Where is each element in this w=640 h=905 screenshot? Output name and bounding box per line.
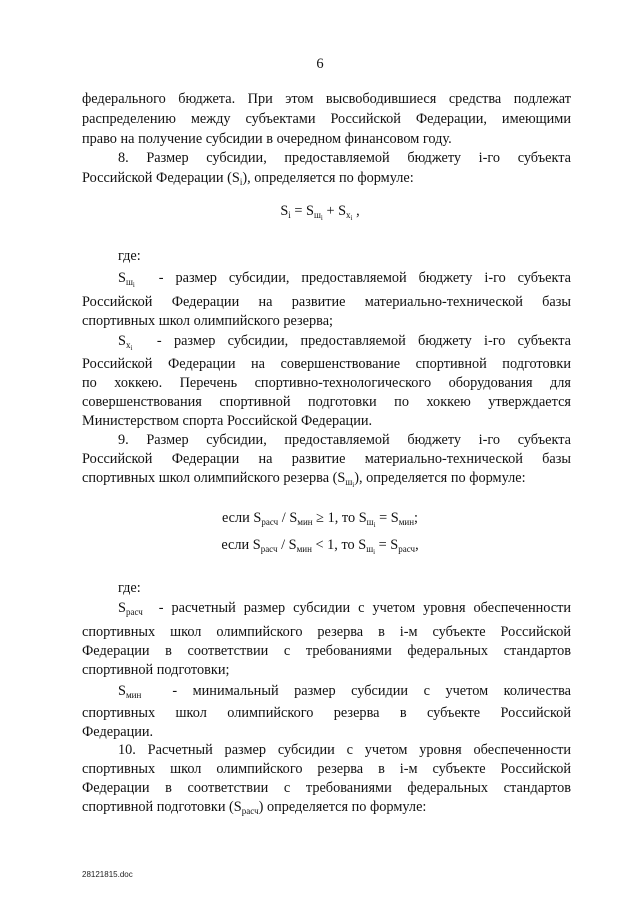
definition-line: Российской Федерации на развитие материально-технической базы — [82, 294, 571, 310]
paragraph-line: Российской Федерации на развитие материально-технической базы — [82, 451, 571, 467]
symbol-s-x: $S_{x_i}$ — [118, 333, 133, 352]
symbol-s-min: $S_{мин}$ — [118, 683, 142, 700]
definition-line: $S_{мин}$ - минимальный размер субсидии с учетом количества — [118, 683, 571, 700]
paragraph-line: спортивной подготовки $(S_{расч})$ определяется по формуле: — [82, 799, 427, 816]
paragraph-line: Федерации в соответствии с требованиями федеральных стандартов — [82, 780, 571, 796]
paragraph-line: спортивных школ олимпийского резерва $(S_{ш_i})$, определяется по формуле: — [82, 470, 526, 489]
paragraph-line: распределению между субъектами Российской Федерации, имеющими — [82, 111, 571, 127]
definition-line: спортивной подготовки; — [82, 662, 230, 678]
definition-line: Министерством спорта Российской Федерации. — [82, 413, 373, 429]
where-label: где: — [118, 580, 141, 596]
definition-line: Федерации. — [82, 724, 154, 740]
paragraph-line: 8. Размер субсидии, предоставляемой бюджету i-го субъекта — [118, 150, 571, 166]
definition-line: по хоккею. Перечень спортивно-технологического оборудования для — [82, 375, 571, 391]
where-label: где: — [118, 248, 141, 264]
paragraph-line: федерального бюджета. При этом высвободившиеся средства подлежат — [82, 91, 571, 107]
definition-line: $S_{расч}$ - расчетный размер субсидии с учетом уровня обеспеченности — [118, 600, 572, 617]
definition-line: спортивных школ олимпийского резерва; — [82, 313, 334, 329]
paragraph-line: Российской Федерации $(S_i)$, определяется по формуле: — [82, 170, 414, 187]
definition-line: совершенствования спортивной подготовки по хоккею утверждается — [82, 394, 571, 410]
footer-filename: 28121815.doc — [82, 870, 133, 879]
paragraph-line: право на получение субсидии в очередном финансовом году. — [82, 131, 452, 147]
page-number: 6 — [316, 56, 324, 72]
formula-condition-ge: если $S_{расч} / S_{мин} \ge 1$, то $S_{ш_i} = S_{мин}$; — [221, 510, 419, 529]
formula-condition-lt: если $S_{расч} / S_{мин} < 1$, то $S_{ш_i} = S_{расч}$, — [221, 537, 419, 556]
definition-line: спортивных школ олимпийского резерва в субъекте Российской — [82, 705, 571, 721]
definition-line: $S_{x_i}$ - размер субсидии, предоставляемой бюджету i-го субъекта — [118, 333, 571, 352]
symbol-s-sh: $S_{ш_i}$ — [118, 270, 135, 289]
formula-subsidy-total: $S_i = S_{ш_i} + S_{x_i}$ , — [280, 203, 360, 222]
definition-line: $S_{ш_i}$ - размер субсидии, предоставляемой бюджету i-го субъекта — [118, 270, 571, 289]
paragraph-line: 9. Размер субсидии, предоставляемой бюджету i-го субъекта — [118, 432, 571, 448]
definition-line: Российской Федерации на совершенствование спортивной подготовки — [82, 356, 571, 372]
symbol-s-rasch: $S_{расч}$ — [118, 600, 143, 617]
paragraph-line: 10. Расчетный размер субсидии с учетом уровня обеспеченности — [118, 742, 571, 758]
definition-line: Федерации в соответствии с требованиями федеральных стандартов — [82, 643, 571, 659]
paragraph-line: спортивных школ олимпийского резерва в i-м субъекте Российской — [82, 761, 571, 777]
definition-line: спортивных школ олимпийского резерва в i-м субъекте Российской — [82, 624, 571, 640]
